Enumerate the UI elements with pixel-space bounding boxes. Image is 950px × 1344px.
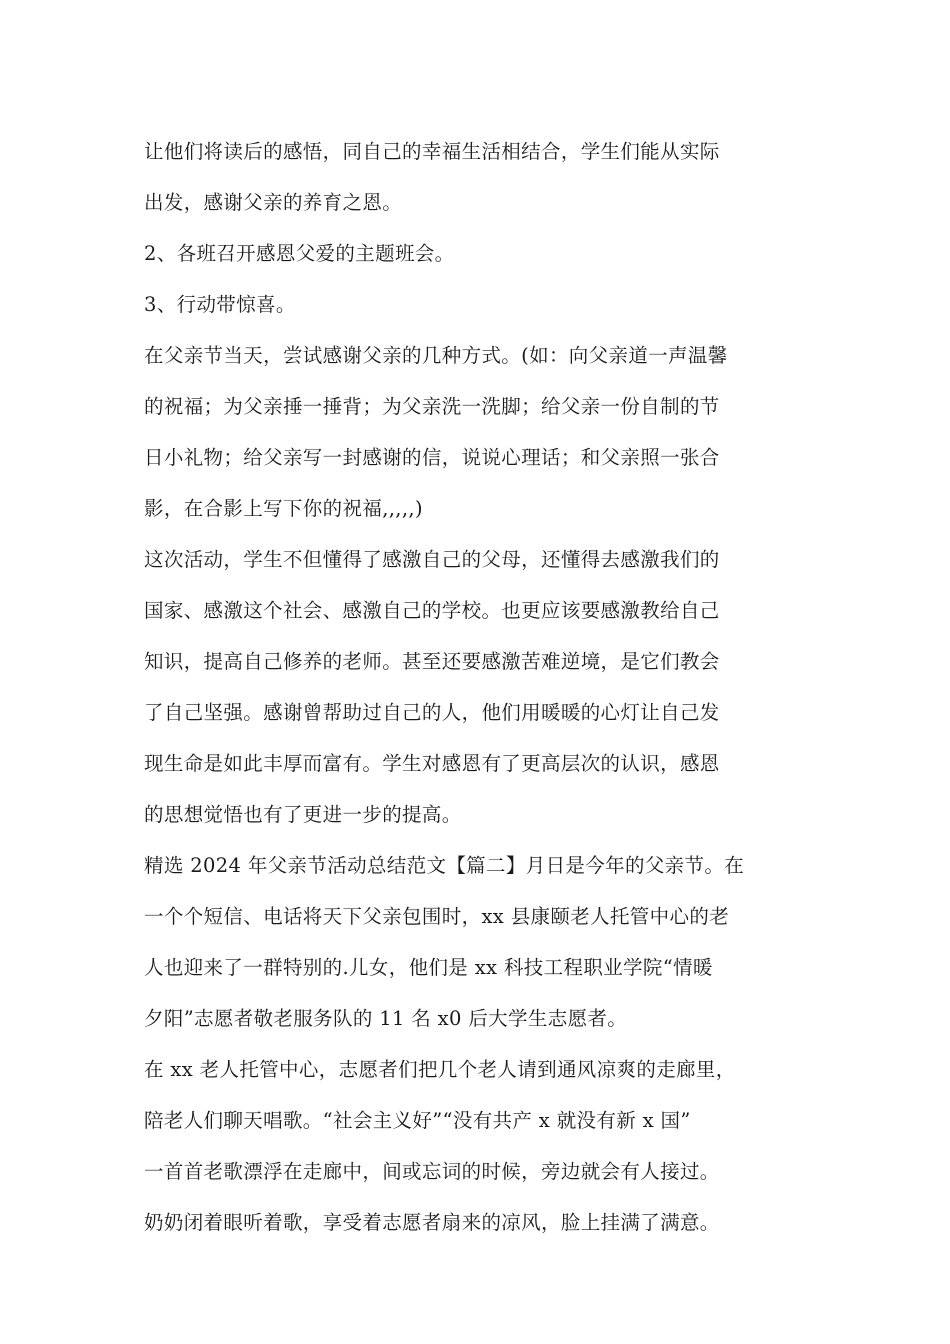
text-line: 夕阳”志愿者敬老服务队的 11 名 x0 后大学生志愿者。	[144, 1007, 628, 1030]
text-line: 知识，提高自己修养的老师。甚至还要感激苦难逆境，是它们教会	[144, 650, 720, 673]
text-line: 在 xx 老人托管中心，志愿者们把几个老人请到通风凉爽的走廊里，	[144, 1058, 736, 1081]
text-line: 让他们将读后的感悟，同自己的幸福生活相结合，学生们能从实际	[144, 140, 720, 163]
text-line: 了自己坚强。感谢曾帮助过自己的人，他们用暖暖的心灯让自己发	[144, 701, 720, 724]
text-line: 一个个短信、电话将天下父亲包围时，xx 县康颐老人托管中心的老	[144, 905, 730, 928]
text-line: 奶奶闭着眼听着歌，享受着志愿者扇来的凉风，脸上挂满了满意。	[144, 1211, 720, 1234]
text-line: 出发，感谢父亲的养育之恩。	[144, 191, 403, 214]
text-line: 3、行动带惊喜。	[144, 293, 296, 316]
text-line: 的思想觉悟也有了更进一步的提高。	[144, 803, 462, 826]
text-line: 这次活动，学生不但懂得了感激自己的父母，还懂得去感激我们的	[144, 548, 720, 571]
text-line: 在父亲节当天，尝试感谢父亲的几种方式。(如：向父亲道一声温馨	[144, 344, 728, 367]
text-line: 现生命是如此丰厚而富有。学生对感恩有了更高层次的认识，感恩	[144, 752, 720, 775]
text-line: 国家、感激这个社会、感激自己的学校。也更应该要感激教给自己	[144, 599, 720, 622]
text-line: 陪老人们聊天唱歌。“社会主义好”“没有共产 x 就没有新 x 国”	[144, 1109, 691, 1132]
text-line: 一首首老歌漂浮在走廊中，间或忘词的时候，旁边就会有人接过。	[144, 1160, 720, 1183]
text-line: 2、各班召开感恩父爱的主题班会。	[144, 242, 455, 265]
text-line: 的祝福；为父亲捶一捶背；为父亲洗一洗脚；给父亲一份自制的节	[144, 395, 720, 418]
text-line: 日小礼物；给父亲写一封感谢的信，说说心理话；和父亲照一张合	[144, 446, 720, 469]
text-line: 人也迎来了一群特别的.儿女，他们是 xx 科技工程职业学院“情暖	[144, 956, 713, 979]
text-line: 精选 2024 年父亲节活动总结范文【篇二】月日是今年的父亲节。在	[144, 854, 745, 877]
document-body	[144, 126, 808, 1248]
text-line: 影，在合影上写下你的祝福,,,,,)	[144, 497, 423, 520]
